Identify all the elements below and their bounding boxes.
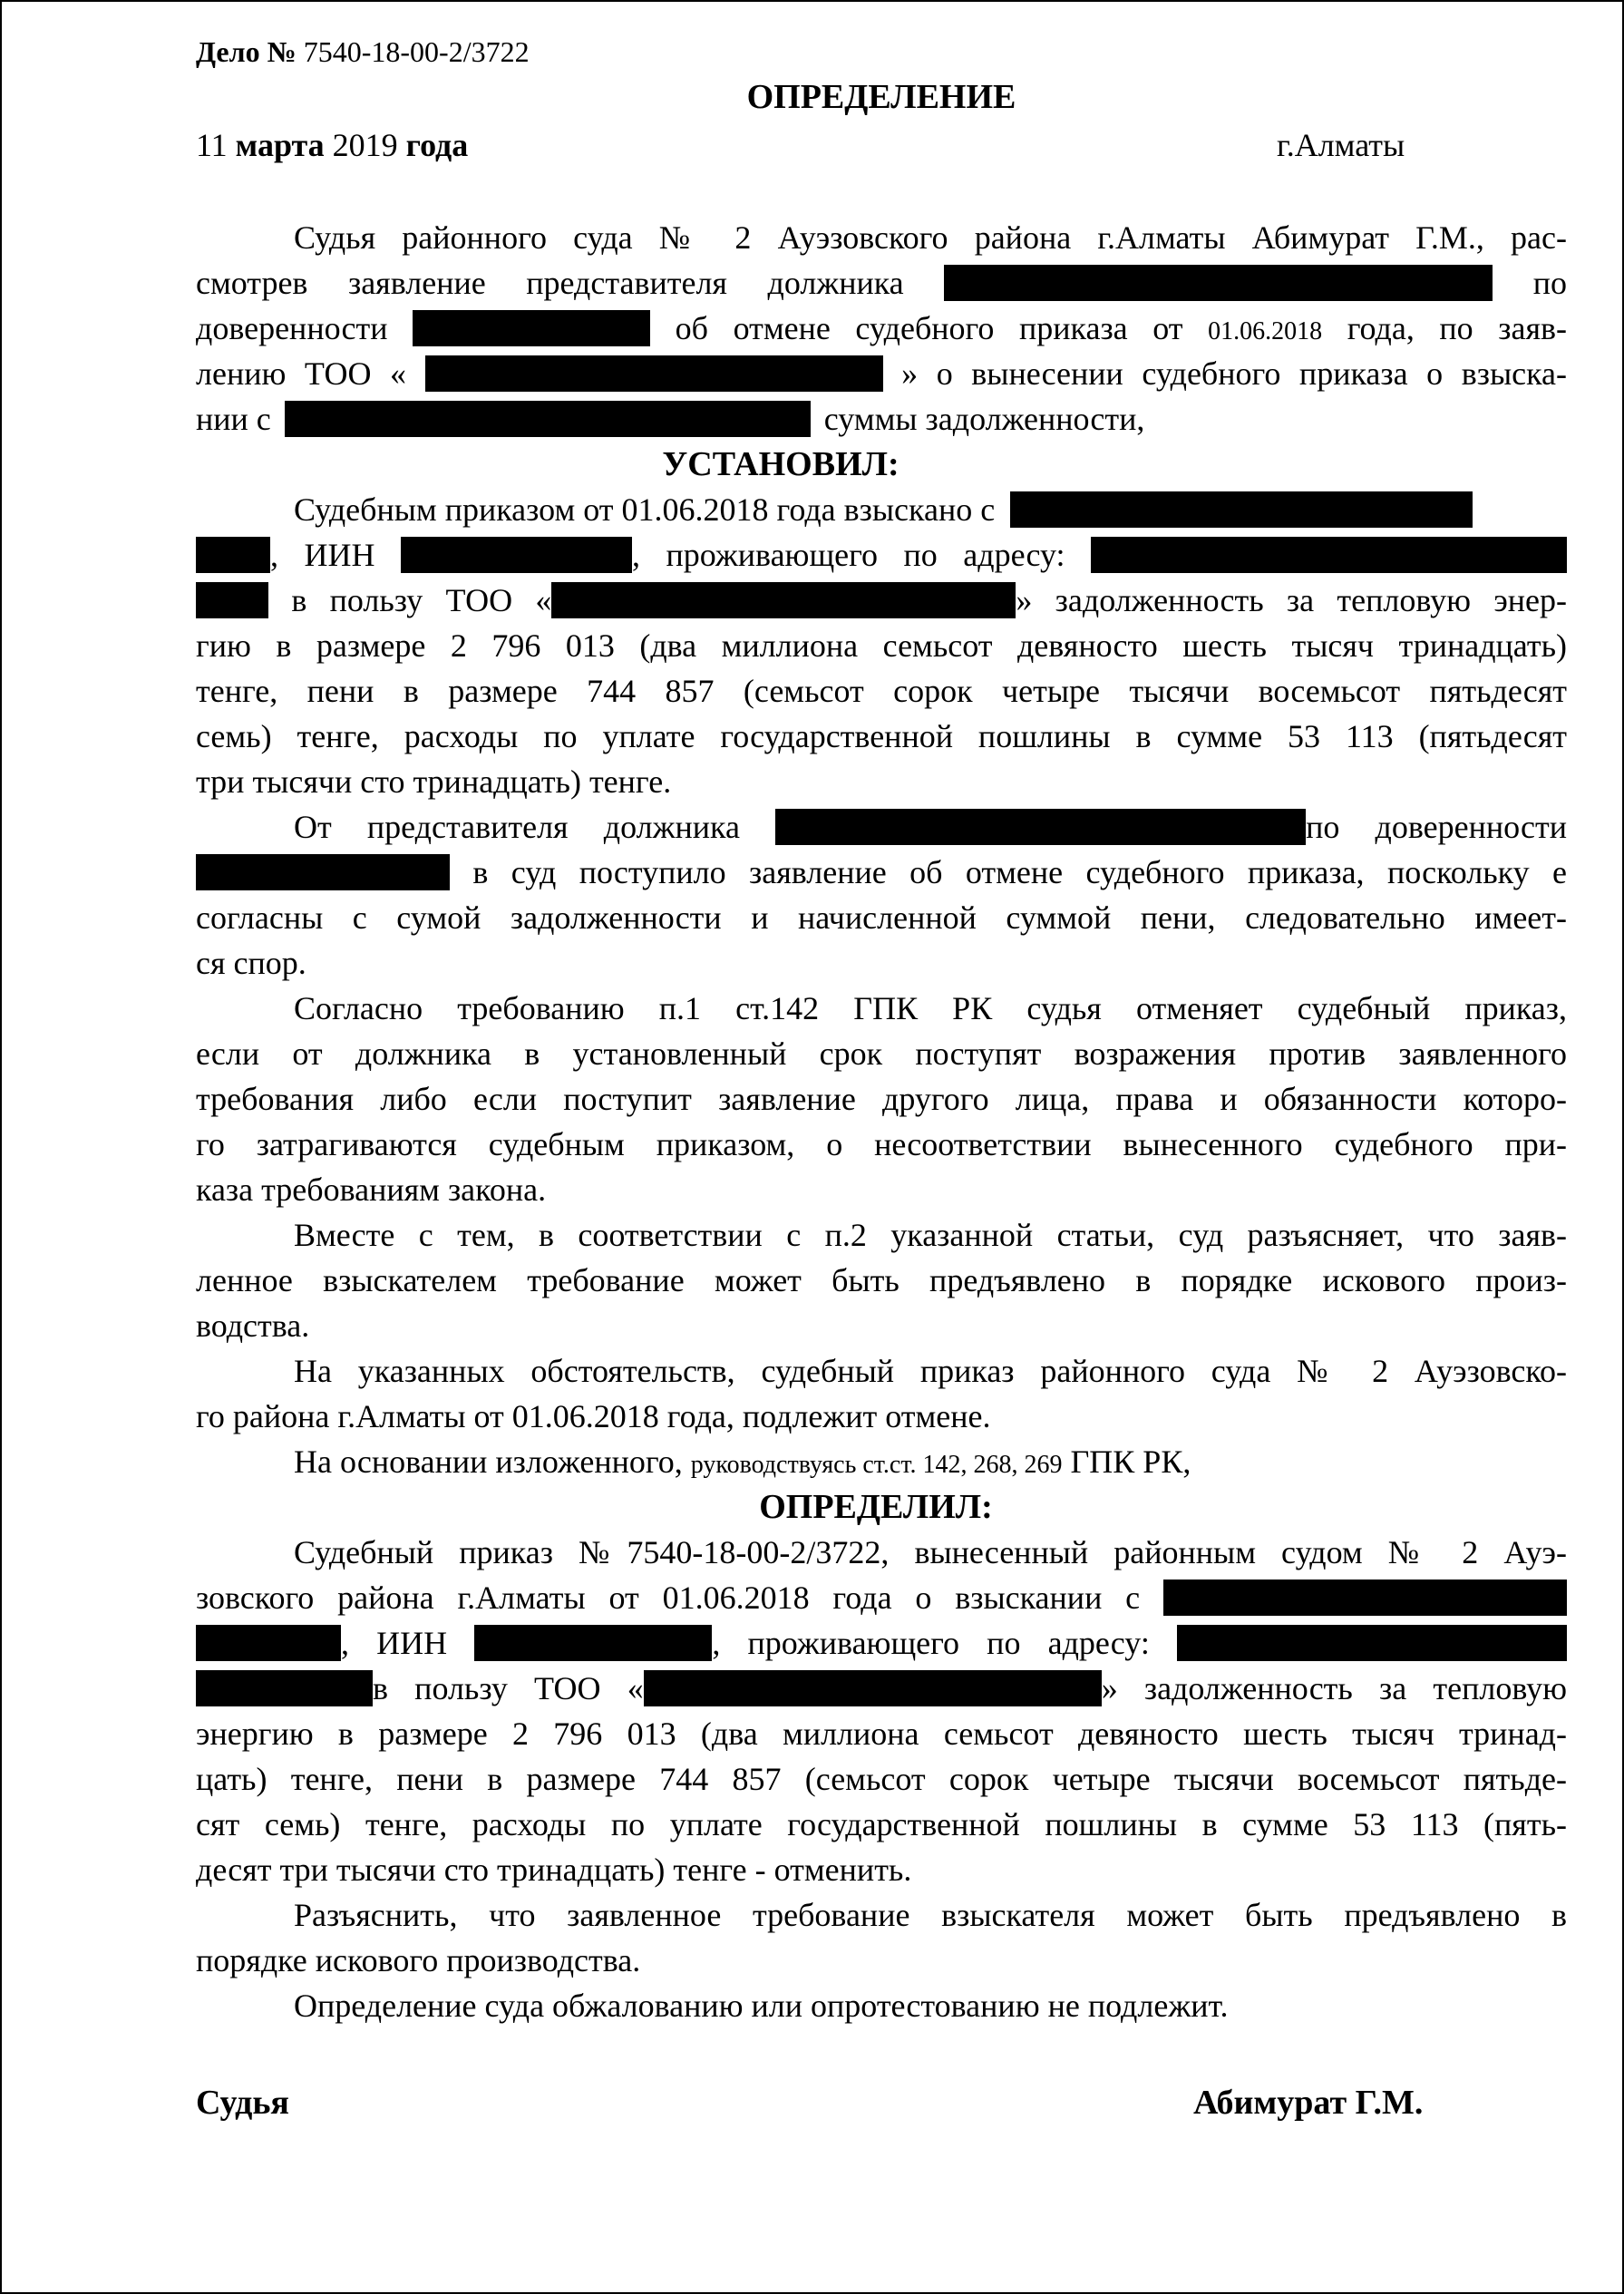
p8-line-8: десят три тысячи сто тринадцать) тенге - отменить. (196, 1852, 912, 1888)
redaction-block (775, 809, 1306, 845)
p2-text: Судебным приказом от 01.06.2018 года взыскано с (294, 491, 996, 528)
redaction-block (425, 355, 883, 392)
section-established: УСТАНОВИЛ: (662, 445, 900, 483)
p8-text: , проживающего по адресу: (712, 1625, 1150, 1661)
p8-line-2 (196, 1575, 1567, 1620)
p2-line-5: тенге, пени в размере 744 857 (семьсот сорок четыре тысячи восемьсот пятьдесят (196, 673, 1567, 709)
redaction-block (196, 1670, 373, 1706)
p3-text: по доверенности (1306, 809, 1567, 845)
date-month: марта (235, 127, 325, 163)
redaction-block (196, 1625, 341, 1661)
redaction-block (474, 1625, 712, 1661)
date-year: 2019 (332, 127, 398, 163)
p3-line-4: ся спор. (196, 945, 306, 981)
p8-text: зовского района г.Алматы от 01.06.2018 года о взыскании с (196, 1580, 1141, 1616)
p2-text: , ИИН (270, 537, 375, 573)
redaction-block (1010, 491, 1473, 528)
p4-line-4: го затрагиваются судебным приказом, о несоответствии вынесенного судебного при- (196, 1126, 1567, 1162)
p1-line-1: Судья районного суда № 2 Ауэзовского района г.Алматы Абимурат Г.М., рас- (294, 219, 1567, 256)
p7-line-1 (294, 1439, 1567, 1484)
p4-line-2: если от должника в установленный срок поступят возражения против заявленного (196, 1035, 1567, 1072)
p9-line-2: порядке искового производства. (196, 1942, 641, 1978)
redaction-block (944, 265, 1493, 301)
redaction-block (196, 582, 268, 618)
p5-line-2: ленное взыскателем требование может быть предъявлено в порядке искового произ- (196, 1262, 1567, 1298)
p2-line-6: семь) тенге, расходы по уплате государственной пошлины в сумме 53 113 (пятьдесят (196, 718, 1567, 754)
redaction-block (1163, 1580, 1567, 1616)
p1-text: смотрев заявление представителя должника (196, 265, 904, 301)
case-label: Дело № (196, 35, 297, 68)
p1-line-4 (196, 351, 1567, 396)
p1-text: » о вынесении судебного приказа о взыска- (901, 355, 1567, 392)
p8-line-1: Судебный приказ №7540-18-00-2/3722, вынесенный районным судом № 2 Ауэ- (294, 1534, 1567, 1570)
redaction-block (413, 310, 650, 346)
redaction-block (196, 537, 270, 573)
p1-line-2 (196, 260, 1567, 306)
redaction-block (285, 401, 811, 437)
p8-text: » задолженность за тепловую (1101, 1670, 1567, 1706)
p2-line-1 (294, 487, 1567, 532)
p1-text: по (1532, 265, 1567, 301)
p1-line-3 (196, 306, 1567, 351)
p4-line-1: Согласно требованию п.1 ст.142 ГПК РК судья отменяет судебный приказ, (294, 990, 1567, 1026)
p1-line-5 (196, 396, 1567, 442)
p8-line-5: энергию в размере 2 796 013 (два миллиона семьсот девяносто шесть тысяч тринад- (196, 1716, 1567, 1752)
p2-text: » задолженность за тепловую энер- (1016, 582, 1567, 618)
case-number (196, 29, 530, 74)
p5-line-3: водства. (196, 1307, 310, 1344)
p5-line-1: Вместе с тем, в соответствии с п.2 указанной статьи, суд разъясняет, что заяв- (294, 1217, 1567, 1253)
p1-text: доверенности (196, 310, 388, 346)
p8-line-4 (196, 1666, 1567, 1711)
signature-title: Судья (196, 2084, 289, 2122)
document-title: ОПРЕДЕЛЕНИЕ (746, 78, 1016, 116)
redaction-block (196, 854, 450, 890)
p8-text: , ИИН (341, 1625, 448, 1661)
p7-text: На основании изложенного, (294, 1443, 683, 1480)
p1-text: суммы задолженности, (823, 401, 1145, 437)
p2-line-7: три тысячи сто тринадцать) тенге. (196, 763, 672, 800)
redaction-block (644, 1670, 1102, 1706)
p1-text: об отмене судебного приказа от (675, 310, 1183, 346)
document-date (196, 122, 468, 168)
p2-text: в пользу ТОО « (291, 582, 552, 618)
section-decided: ОПРЕДЕЛИЛ: (759, 1488, 993, 1526)
p4-line-3: требования либо если поступит заявление другого лица, права и обязанности которо- (196, 1081, 1567, 1117)
date-year-word: года (405, 127, 469, 163)
p2-text: , проживающего по адресу: (632, 537, 1065, 573)
p8-line-7: сят семь) тенге, расходы по уплате государственной пошлины в сумме 53 113 (пять- (196, 1806, 1567, 1842)
p2-line-4: гию в размере 2 796 013 (два миллиона семьсот девяносто шесть тысяч тринадцать) (196, 627, 1567, 664)
redaction-block (1091, 537, 1567, 573)
order-date: 01.06.2018 (1208, 317, 1323, 345)
p8-line-6: цать) тенге, пени в размере 744 857 (семьсот сорок четыре тысячи восемьсот пятьде- (196, 1761, 1567, 1797)
p1-text: лению ТОО « (196, 355, 407, 392)
p3-line-1 (294, 804, 1567, 850)
p4-line-5: каза требованиям закона. (196, 1171, 547, 1208)
p3-text: в суд поступило заявление об отмене судебного приказа, поскольку е (472, 854, 1567, 890)
p8-line-3 (196, 1620, 1567, 1666)
p10-line-1: Определение суда обжалованию или опротестованию не подлежит. (294, 1988, 1229, 2024)
p3-text: От представителя должника (294, 809, 740, 845)
p9-line-1: Разъяснить, что заявленное требование взыскателя может быть предъявлено в (294, 1897, 1567, 1933)
redaction-block (401, 537, 632, 573)
date-day: 11 (196, 127, 228, 163)
p6-line-2: го района г.Алматы от 01.06.2018 года, подлежит отмене. (196, 1398, 991, 1434)
document-city: г.Алматы (1277, 127, 1405, 163)
p3-line-3: согласны с сумой задолженности и начисленной суммой пени, следовательно имеет- (196, 899, 1567, 936)
case-number-value: 7540-18-00-2/3722 (303, 35, 530, 68)
signature-name: Абимурат Г.М. (1193, 2084, 1424, 2122)
p2-line-2 (196, 532, 1567, 578)
p6-line-1: На указанных обстоятельств, судебный приказ районного суда № 2 Ауэзовско- (294, 1353, 1567, 1389)
redaction-block (1177, 1625, 1567, 1661)
p1-text: года, по заяв- (1347, 310, 1567, 346)
p7-text: ГПК РК, (1070, 1443, 1191, 1480)
p2-line-3 (196, 578, 1567, 623)
redaction-block (551, 582, 1016, 618)
p1-text: нии с (196, 401, 271, 437)
p8-text: в пользу ТОО « (373, 1670, 644, 1706)
p3-line-2 (196, 850, 1567, 895)
p7-articles: руководствуясь ст.ст. 142, 268, 269 (690, 1451, 1063, 1479)
